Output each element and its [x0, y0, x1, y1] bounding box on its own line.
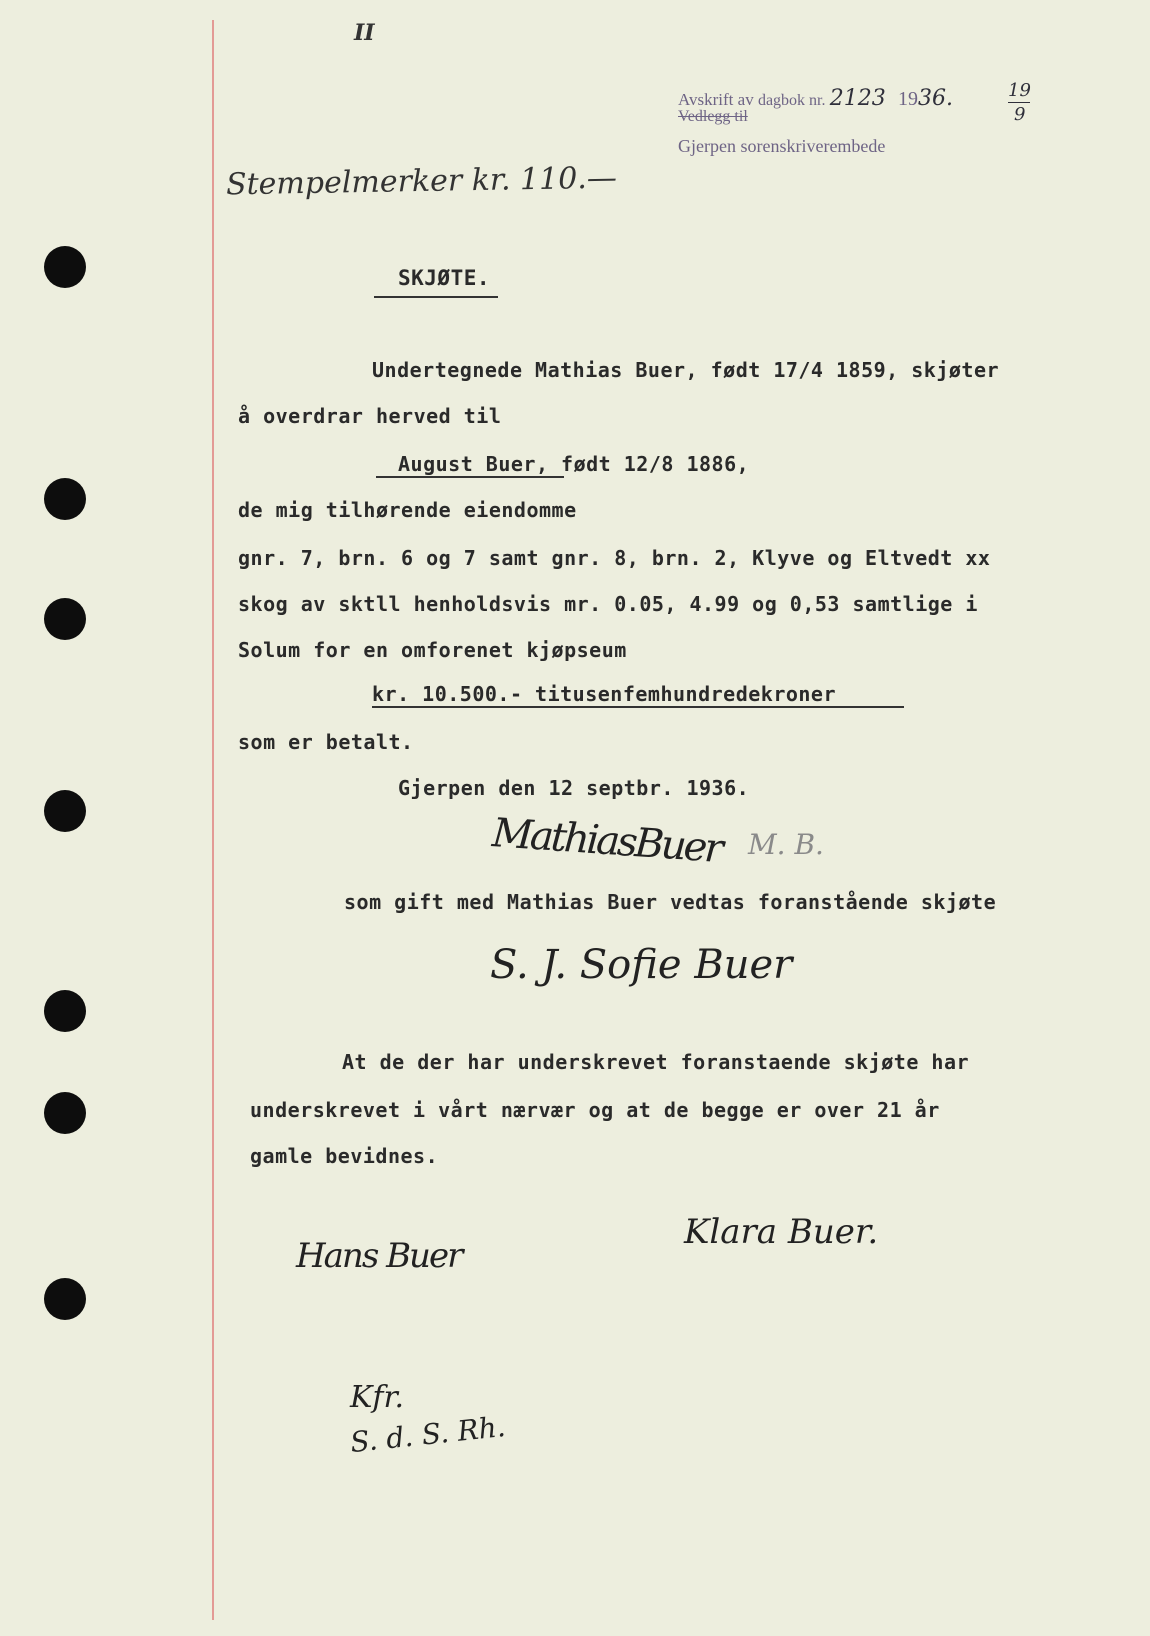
body-line: Undertegnede Mathias Buer, født 17/4 1859, skjøter	[372, 358, 1000, 382]
stamp-vedlegg: Vedlegg til	[678, 108, 748, 125]
consent-line: som gift med Mathias Buer vedtas foranstående skjøte	[344, 890, 997, 914]
stamp-dagbok: dagbok nr.	[757, 92, 826, 109]
punch-hole	[44, 790, 86, 832]
body-line: gnr. 7, brn. 6 og 7 samt gnr. 8, brn. 2, Klyve og Eltvedt xx	[238, 546, 991, 570]
title-underline	[374, 296, 498, 298]
witness-line: underskrevet i vårt nærvær og at de begge er over 21 år	[250, 1098, 940, 1122]
body-line: Solum for en omforenet kjøpseum	[238, 638, 627, 662]
date-line: Gjerpen den 12 septbr. 1936.	[398, 776, 750, 800]
stamp-year: 36.	[918, 86, 953, 111]
signature-hans: Hans Buer	[296, 1236, 462, 1276]
stamp-date-divider	[1008, 102, 1030, 103]
body-line: å overdrar herved til	[238, 404, 502, 428]
body-line: skog av sktll henholdsvis mr. 0.05, 4.99 og 0,53 samtlige i	[238, 592, 978, 616]
witness-line: At de der har underskrevet foranstaende skjøte har	[342, 1050, 970, 1074]
stamp-avskrift: Avskrift av	[678, 90, 754, 109]
signature-sofie: S. J. Sofie Buer	[490, 942, 793, 988]
witness-line: gamle bevidnes.	[250, 1144, 439, 1168]
document-title: SKJØTE.	[398, 266, 491, 290]
margin-rule	[212, 20, 214, 1620]
page-mark: II	[354, 20, 375, 46]
clerk-note-initials: S. d. S. Rh.	[348, 1409, 508, 1460]
buyer-underline	[376, 476, 564, 478]
punch-hole	[44, 1278, 86, 1320]
signature-mathias: MathiasBuer	[490, 810, 723, 872]
stamp-date-top: 19	[1008, 80, 1031, 101]
stamp-duty-note: Stempelmerker kr. 110.—	[225, 160, 618, 203]
clerk-note-kfr: Kfr.	[350, 1380, 405, 1415]
stamp-date-bottom: 9	[1014, 104, 1026, 125]
punch-hole	[44, 478, 86, 520]
punch-hole	[44, 246, 86, 288]
stamp-dagbok-number: 2123	[829, 86, 886, 111]
price-line: kr. 10.500.- titusenfemhundredekroner	[372, 682, 837, 706]
price-underline	[372, 706, 904, 708]
punch-hole	[44, 1092, 86, 1134]
signature-klara: Klara Buer.	[684, 1212, 879, 1252]
stamp-office: Gjerpen sorenskriverembede	[678, 136, 886, 156]
body-line: som er betalt.	[238, 730, 414, 754]
body-line: de mig tilhørende eiendomme	[238, 498, 577, 522]
buyer-line: August Buer, født 12/8 1886,	[398, 452, 750, 476]
punch-hole	[44, 990, 86, 1032]
punch-hole	[44, 598, 86, 640]
stamp-year-prefix: 19	[898, 88, 918, 110]
pencil-initials: M. B.	[748, 828, 824, 861]
